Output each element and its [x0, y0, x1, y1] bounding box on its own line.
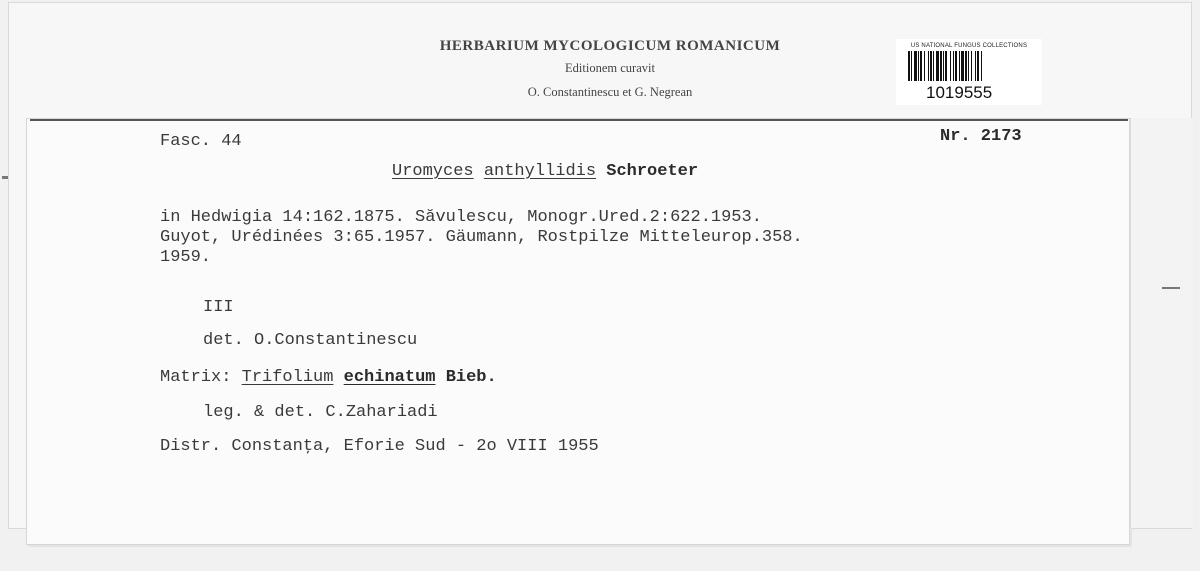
matrix-label: Matrix:: [160, 368, 232, 387]
barcode-bar: [943, 51, 944, 81]
taxon-species: anthyllidis: [483, 162, 597, 181]
barcode-bar: [914, 51, 917, 81]
barcode-bar: [924, 51, 925, 81]
reference-line-1: in Hedwigia 14:162.1875. Săvulescu, Monogr.Ured.2:622.1953.: [160, 208, 762, 227]
barcode-bar: [940, 51, 942, 81]
determiner: det. O.Constantinescu: [203, 331, 418, 350]
barcode-bar: [930, 51, 932, 81]
locality: Distr. Constanţa, Eforie Sud - 2o VIII 1955: [160, 437, 599, 456]
editors-line: O. Constantinescu et G. Negrean: [527, 85, 693, 99]
barcode-bar: [920, 51, 922, 81]
host-species: echinatum: [343, 368, 436, 387]
barcode-institution: US NATIONAL FUNGUS COLLECTIONS: [910, 43, 1028, 49]
reference-line-3: 1959.: [160, 248, 212, 267]
edge-mark: [1162, 287, 1180, 289]
barcode-icon: [906, 51, 1032, 81]
specimen-number: Nr. 2173: [940, 127, 1022, 146]
barcode-bar: [955, 51, 957, 81]
herbarium-header: [380, 38, 840, 100]
barcode-number: 1019555: [926, 83, 993, 102]
barcode-bar: [918, 51, 919, 81]
barcode-bar: [908, 51, 910, 81]
reference-line-2: Guyot, Urédinées 3:65.1957. Gäumann, Rostpilze Mitteleurop.358.: [160, 228, 803, 247]
header-rule: [30, 119, 1128, 121]
barcode-bar: [928, 51, 929, 81]
barcode-bar: [945, 51, 947, 81]
taxon-name: [392, 162, 698, 181]
collector: leg. & det. C.Zahariadi: [203, 403, 438, 422]
taxon-genus: Uromyces: [392, 162, 474, 181]
taxon-author: Schroeter: [606, 162, 699, 181]
barcode-bar: [968, 51, 969, 81]
host-genus: Trifolium: [241, 368, 334, 387]
herbarium-title: HERBARIUM MYCOLOGICUM ROMANICUM: [439, 38, 781, 54]
specimen-label-card: [26, 118, 1130, 545]
barcode-bar: [965, 51, 967, 81]
barcode-bar: [977, 51, 979, 81]
barcode-bar: [981, 51, 982, 81]
host-author: Bieb.: [445, 368, 497, 387]
spore-stage: III: [203, 298, 234, 317]
barcode-bar: [950, 51, 951, 81]
barcode-label: [896, 39, 1042, 105]
packet-edge: [1130, 118, 1193, 528]
barcode-bar: [911, 51, 912, 81]
barcode-bar: [953, 51, 954, 81]
barcode-bar: [933, 51, 934, 81]
barcode-bar: [971, 51, 972, 81]
barcode-bar: [936, 51, 939, 81]
edge-mark: [2, 176, 8, 179]
fascicle: Fasc. 44: [160, 132, 242, 151]
barcode-bar: [975, 51, 976, 81]
edition-line: Editionem curavit: [565, 61, 655, 75]
barcode-bar: [959, 51, 960, 81]
barcode-bar: [961, 51, 964, 81]
matrix-line: [160, 368, 497, 387]
